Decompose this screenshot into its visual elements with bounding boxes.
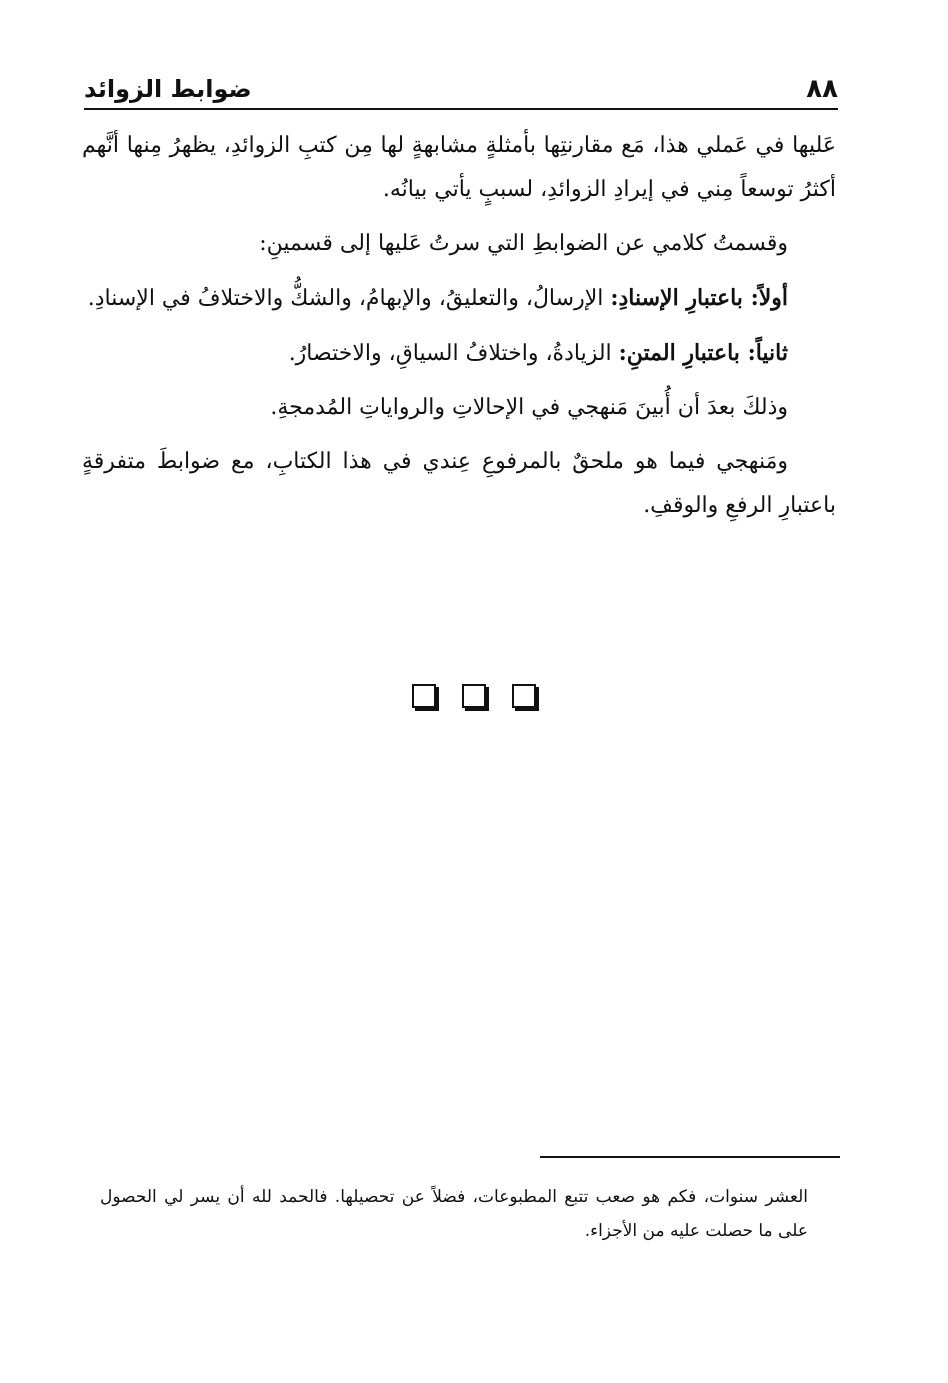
first-category-heading: أولاً: باعتبارِ الإسنادِ:: [610, 285, 788, 311]
separator-square-icon: [412, 684, 436, 708]
body-text: [82, 124, 836, 538]
first-category-items: الإرسالُ، والتعليقُ، والإبهامُ، والشكُّ والاختلافُ في الإسنادِ.: [87, 286, 611, 311]
footnote-rule: [540, 1156, 840, 1158]
footnote: [100, 1180, 808, 1248]
footnote-text: العشر سنوات، فكم هو صعب تتبع المطبوعات، فضلاً عن تحصيلها. فالحمد لله أن يسر لي الحصول على ما حصلت عليه من الأجزاء.: [100, 1187, 808, 1241]
page-number: ٨٨: [806, 74, 838, 104]
paragraph-continuation: عَليها في عَملي هذا، مَع مقارنتِها بأمثلةٍ مشابهةٍ لها مِن كتبِ الزوائدِ، يظهرُ مِنها أنَّهم أكثرُ توسعاً مِني في إيرادِ الزوائدِ، لسببٍ يأتي بيانُه.: [82, 133, 836, 202]
running-title: ضوابط الزوائد: [84, 75, 252, 103]
paragraph-method: وذلكَ بعدَ أن أُبينَ مَنهجي في الإحالاتِ والرواياتِ المُدمجةِ.: [270, 395, 788, 420]
paragraph-first-category: [82, 276, 836, 321]
page-header: [84, 64, 838, 104]
paragraph-second-category: [82, 331, 836, 376]
header-rule: [84, 108, 838, 110]
paragraph-division: وقسمتُ كلامي عن الضوابطِ التي سرتُ عَليها إلى قسمينِ:: [259, 231, 788, 256]
second-category-items: الزيادةُ، واختلافُ السياقِ، والاختصارُ.: [288, 341, 619, 366]
paragraph-appendix: ومَنهجي فيما هو ملحقٌ بالمرفوعِ عِندي في هذا الكتابِ، مع ضوابطَ متفرقةٍ باعتبارِ الرفعِ والوقفِ.: [82, 449, 836, 518]
separator-square-icon: [512, 684, 536, 708]
section-separator: [0, 684, 948, 708]
second-category-heading: ثانياً: باعتبارِ المتنِ:: [618, 340, 788, 366]
separator-square-icon: [462, 684, 486, 708]
